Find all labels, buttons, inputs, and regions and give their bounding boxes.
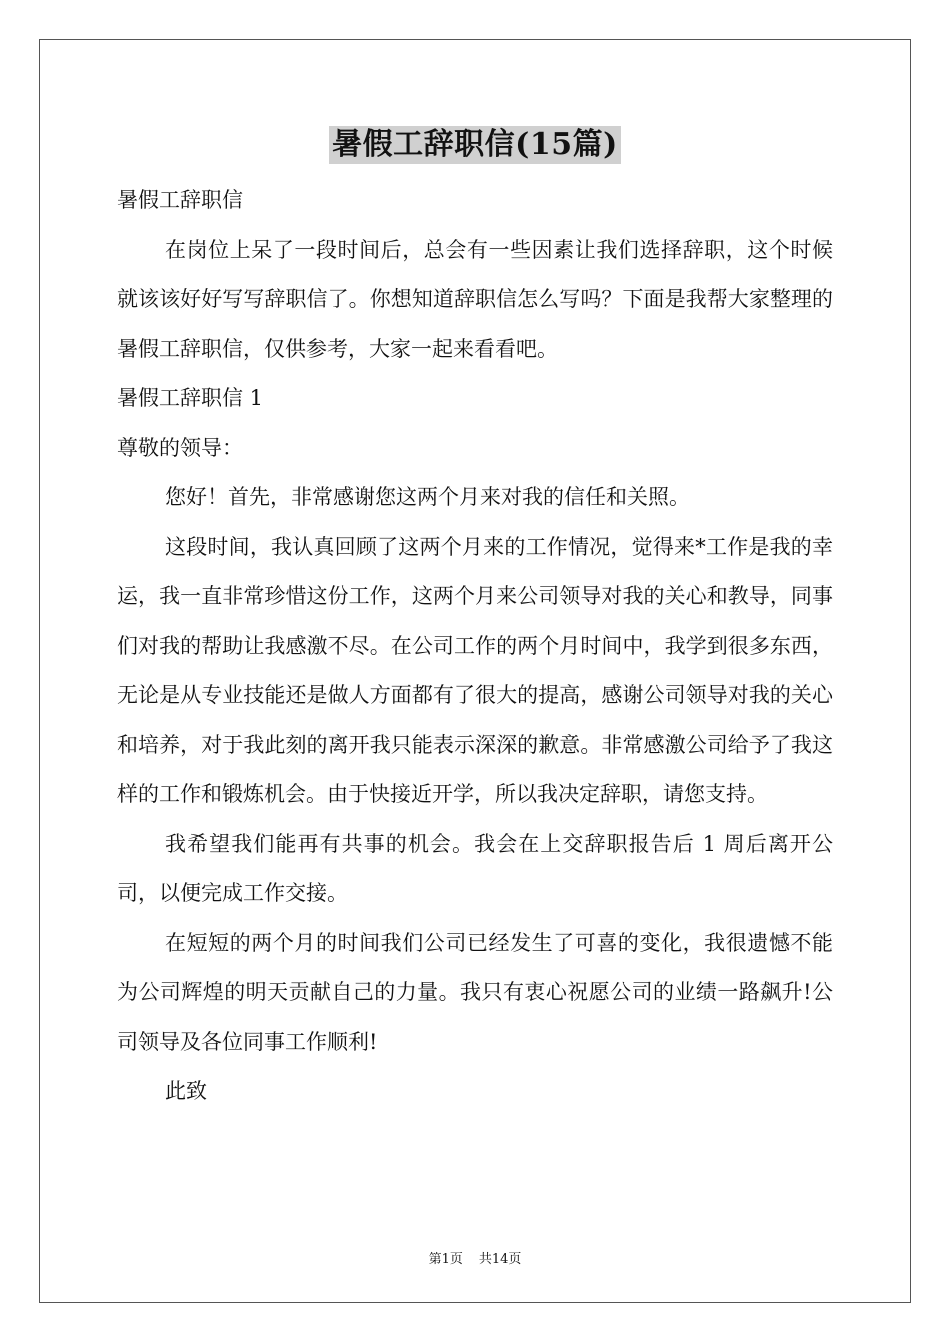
closing-line: 此致 (165, 1079, 207, 1103)
document-title: 暑假工辞职信(15篇) (329, 126, 621, 164)
greeting-paragraph: 您好！首先，非常感谢您这两个月来对我的信任和关照。 (165, 485, 690, 509)
document-body (117, 176, 833, 1117)
letter-heading: 暑假工辞职信 1 (117, 386, 264, 410)
intro-paragraph: 在岗位上呆了一段时间后，总会有一些因素让我们选择辞职，这个时候就该该好好写写辞职信了。你想知道辞职信怎么写吗？下面是我帮大家整理的暑假工辞职信，仅供参考，大家一起来看看吧。 (117, 237, 833, 361)
body-paragraph: 在短短的两个月的时间我们公司已经发生了可喜的变化，我很遗憾不能为公司辉煌的明天贡献自己的力量。我只有衷心祝愿公司的业绩一路飙升!公司领导及各位同事工作顺利! (117, 930, 833, 1054)
title-container (0, 126, 950, 164)
page-footer (0, 1248, 950, 1267)
page-total: 共14页 (478, 1252, 522, 1267)
section-heading: 暑假工辞职信 (117, 188, 243, 212)
salutation: 尊敬的领导： (117, 435, 243, 460)
body-paragraph: 这段时间，我认真回顾了这两个月来的工作情况，觉得来*工作是我的幸运，我一直非常珍惜这份工作，这两个月来公司领导对我的关心和教导，同事们对我的帮助让我感激不尽。在公司工作的两个月时间中，我学到很多东西，无论是从专业技能还是做人方面都有了很大的提高，感谢公司领导对我的关心和培养，对于我此刻的离开我只能表示深深的歉意。非常感激公司给予了我这样的工作和锻炼机会。由于快接近开学，所以我决定辞职，请您支持。 (117, 534, 833, 806)
body-paragraph: 我希望我们能再有共事的机会。我会在上交辞职报告后 1 周后离开公司，以便完成工作交接。 (117, 831, 833, 905)
page-number: 第1页 (428, 1252, 463, 1267)
